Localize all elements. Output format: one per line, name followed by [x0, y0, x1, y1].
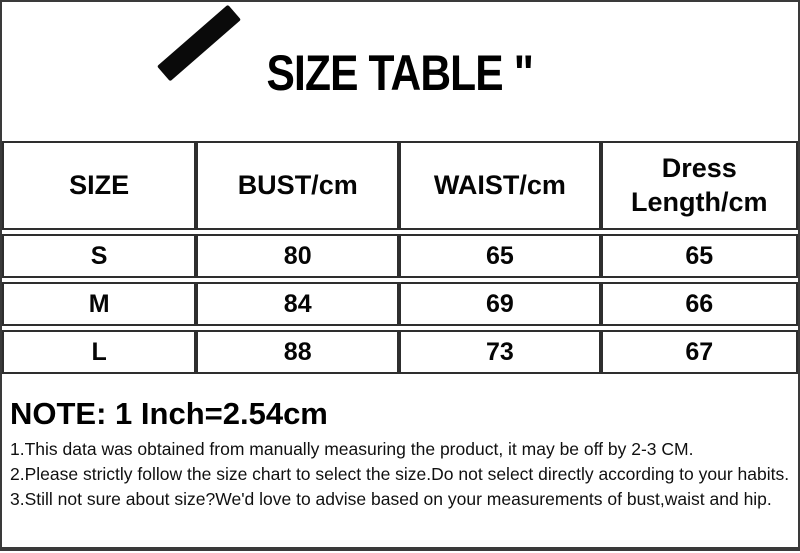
cell-bust-m: 84 — [196, 282, 399, 326]
column-header-waist: WAIST/cm — [399, 141, 600, 230]
note-line-1: 1.This data was obtained from manually measuring the product, it may be off by 2-3 CM. — [10, 439, 694, 459]
header-area — [2, 2, 798, 137]
cell-waist-l: 73 — [399, 330, 600, 374]
notes-section — [2, 378, 798, 508]
cell-length-l: 67 — [601, 330, 798, 374]
table-row — [2, 330, 798, 374]
table-row — [2, 282, 798, 326]
page-title-text: SIZE TABLE " — [266, 45, 534, 101]
size-table — [2, 137, 798, 378]
note-line-2: 2.Please strictly follow the size chart to select the size.Do not select directly according to your habits. — [10, 464, 790, 484]
column-header-size: SIZE — [2, 141, 196, 230]
note-line-3: 3.Still not sure about size?We'd love to advise based on your measurements of bust,waist and hip. — [10, 489, 772, 509]
cell-length-s: 65 — [601, 234, 798, 278]
cell-size-l: L — [2, 330, 196, 374]
cell-length-m: 66 — [601, 282, 798, 326]
cell-waist-m: 69 — [399, 282, 600, 326]
table-header-row — [2, 141, 798, 230]
column-header-length: Dress Length/cm — [601, 141, 798, 230]
table-row — [2, 234, 798, 278]
cell-size-s: S — [2, 234, 196, 278]
note-heading: NOTE: 1 Inch=2.54cm — [10, 396, 328, 431]
cell-waist-s: 65 — [399, 234, 600, 278]
page-title — [2, 2, 798, 101]
cell-bust-s: 80 — [196, 234, 399, 278]
column-header-bust: BUST/cm — [196, 141, 399, 230]
cell-size-m: M — [2, 282, 196, 326]
cell-bust-l: 88 — [196, 330, 399, 374]
